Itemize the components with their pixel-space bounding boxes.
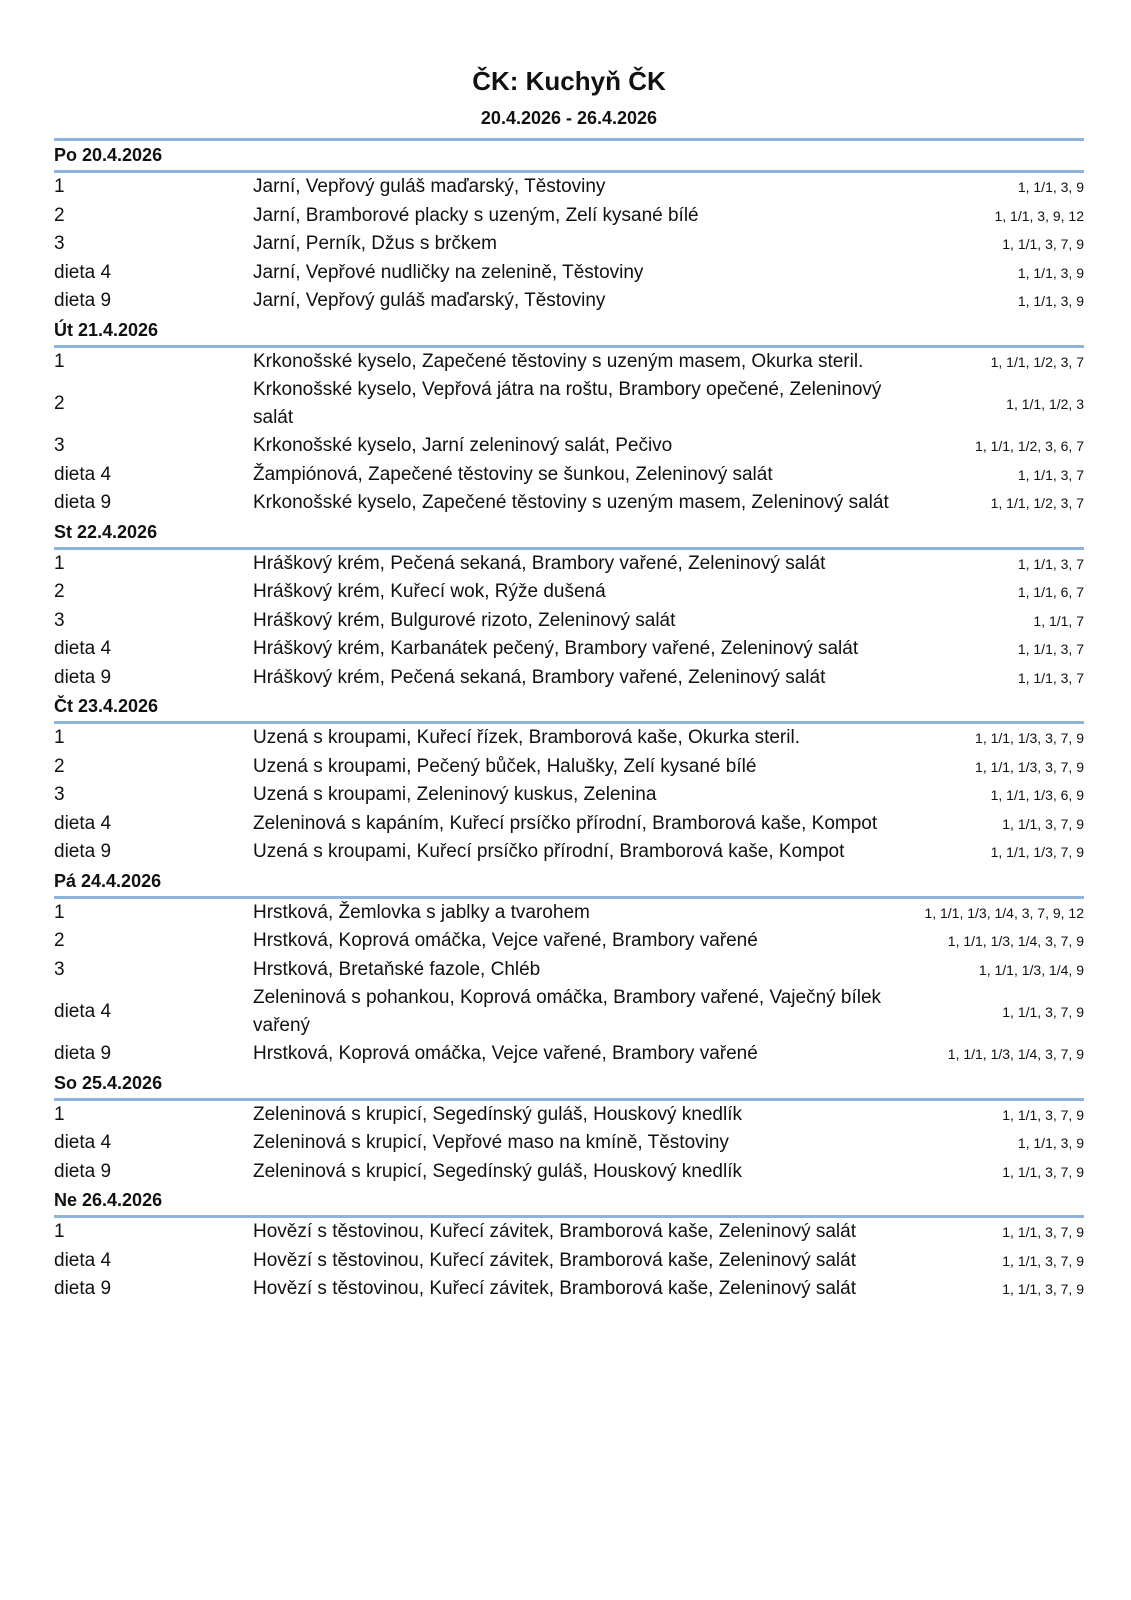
menu-number: 3 [54,609,65,631]
menu-number: dieta 4 [54,463,112,485]
meal-description: Hráškový krém, Karbanátek pečený, Brambory vařené, Zeleninový salát [253,638,859,660]
meal-description: Hrstková, Koprová omáčka, Vejce vařené, Brambory vařené [253,930,758,952]
menu-row [54,664,1084,693]
meal-description: Hrstková, Žemlovka s jablky a tvarohem [253,901,590,923]
allergen-codes: 1, 1/1, 3, 7 [1017,466,1084,483]
meal-description: Jarní, Perník, Džus s brčkem [253,233,497,255]
allergen-codes: 1, 1/1, 1/3, 3, 7, 9 [975,730,1084,747]
meal-description: Jarní, Vepřový guláš maďarský, Těstoviny [253,290,606,312]
menu-number: dieta 4 [54,638,112,660]
meal-description: Hrstková, Bretaňské fazole, Chléb [253,958,541,980]
menu-row [54,550,1084,579]
allergen-codes: 1, 1/1, 3, 9 [1017,264,1084,281]
allergen-codes: 1, 1/1, 1/3, 3, 7, 9 [975,758,1084,775]
menu-row [54,956,1084,985]
menu-number: dieta 4 [54,1249,112,1271]
day-section [54,867,1084,1069]
menu-number: dieta 9 [54,492,112,514]
menu-row [54,724,1084,753]
meal-description: Uzená s kroupami, Kuřecí řízek, Bramborová kaše, Okurka steril. [253,727,800,749]
day-section [54,1069,1084,1187]
allergen-codes: 1, 1/1, 1/3, 7, 9 [990,844,1084,861]
day-header: St 22.4.2026 [54,518,1084,550]
meal-description: Uzená s kroupami, Zeleninový kuskus, Zelenina [253,784,657,806]
menu-number: dieta 4 [54,1132,112,1154]
allergen-codes: 1, 1/1, 1/3, 1/4, 3, 7, 9, 12 [924,904,1084,921]
menu-row [54,1129,1084,1158]
menu-number: 2 [54,393,65,414]
menu-row [54,927,1084,956]
allergen-codes: 1, 1/1, 3, 7, 9 [1002,236,1084,253]
allergen-codes: 1, 1/1, 3, 7 [1017,555,1084,572]
menu-row [54,1040,1084,1069]
menu-number: 2 [54,581,65,603]
meal-description: Zeleninová s pohankou, Koprová omáčka, Brambory vařené, Vaječný bílek vařený [253,987,882,1036]
menu-row [54,348,1084,377]
allergen-codes: 1, 1/1, 1/3, 1/4, 9 [978,961,1084,978]
day-section [54,1186,1084,1304]
menu-number: 1 [54,901,65,923]
menu-document [54,0,1084,1304]
allergen-codes: 1, 1/1, 3, 7, 9 [1002,1281,1084,1298]
menu-number: 3 [54,958,65,980]
menu-number: 2 [54,755,65,777]
menu-row [54,259,1084,288]
menu-number: dieta 9 [54,841,112,863]
menu-number: dieta 9 [54,666,112,688]
allergen-codes: 1, 1/1, 1/2, 3 [1006,396,1084,412]
day-section [54,692,1084,867]
page-title: ČK: Kuchyň ČK [472,66,666,96]
meal-description: Jarní, Vepřový guláš maďarský, Těstoviny [253,176,606,198]
menu-row [54,230,1084,259]
allergen-codes: 1, 1/1, 1/2, 3, 6, 7 [975,438,1084,455]
menu-number: 1 [54,1221,65,1243]
menu-row [54,635,1084,664]
meal-description: Zeleninová s kapáním, Kuřecí prsíčko přírodní, Bramborová kaše, Kompot [253,812,878,834]
allergen-codes: 1, 1/1, 3, 9 [1017,293,1084,310]
meal-description: Hráškový krém, Pečená sekaná, Brambory vařené, Zeleninový salát [253,666,826,688]
menu-row [54,376,1084,432]
meal-description: Hovězí s těstovinou, Kuřecí závitek, Bramborová kaše, Zeleninový salát [253,1221,856,1243]
allergen-codes: 1, 1/1, 3, 7, 9 [1002,1252,1084,1269]
days-list [54,138,1084,1304]
menu-number: dieta 9 [54,1278,112,1300]
meal-description: Jarní, Bramborové placky s uzeným, Zelí kysané bílé [253,204,699,226]
menu-number: 1 [54,552,65,574]
menu-row [54,984,1084,1040]
allergen-codes: 1, 1/1, 3, 7, 9 [1002,1004,1084,1020]
meal-description: Hrstková, Koprová omáčka, Vejce vařené, Brambory vařené [253,1043,758,1065]
allergen-codes: 1, 1/1, 3, 9 [1017,1135,1084,1152]
menu-number: dieta 9 [54,1160,112,1182]
menu-row [54,838,1084,867]
meal-description: Hráškový krém, Bulgurové rizoto, Zeleninový salát [253,609,676,631]
meal-description: Zeleninová s krupicí, Segedínský guláš, Houskový knedlík [253,1160,742,1182]
menu-number: 1 [54,176,65,198]
menu-row [54,202,1084,231]
meal-description: Hráškový krém, Pečená sekaná, Brambory vařené, Zeleninový salát [253,552,826,574]
menu-row [54,578,1084,607]
meal-description: Krkonošské kyselo, Zapečené těstoviny s uzeným masem, Zeleninový salát [253,492,889,514]
day-header: So 25.4.2026 [54,1069,1084,1101]
allergen-codes: 1, 1/1, 1/3, 1/4, 3, 7, 9 [947,1046,1084,1063]
menu-row [54,607,1084,636]
allergen-codes: 1, 1/1, 1/2, 3, 7 [990,495,1084,512]
menu-number: 2 [54,930,65,952]
day-section [54,316,1084,518]
meal-description: Krkonošské kyselo, Jarní zeleninový salát, Pečivo [253,435,673,457]
menu-number: 3 [54,784,65,806]
day-header: Út 21.4.2026 [54,316,1084,348]
menu-row [54,432,1084,461]
menu-row [54,1275,1084,1304]
allergen-codes: 1, 1/1, 3, 9 [1017,179,1084,196]
menu-number: dieta 4 [54,1001,112,1022]
allergen-codes: 1, 1/1, 7 [1033,612,1084,629]
allergen-codes: 1, 1/1, 3, 7 [1017,641,1084,658]
meal-description: Zeleninová s krupicí, Vepřové maso na kmíně, Těstoviny [253,1132,729,1154]
allergen-codes: 1, 1/1, 3, 7, 9 [1002,1106,1084,1123]
day-header: Ne 26.4.2026 [54,1186,1084,1218]
menu-row [54,461,1084,490]
day-header: Pá 24.4.2026 [54,867,1084,899]
menu-number: dieta 4 [54,812,112,834]
menu-row [54,1247,1084,1276]
allergen-codes: 1, 1/1, 1/3, 1/4, 3, 7, 9 [947,933,1084,950]
day-header: Po 20.4.2026 [54,138,1084,173]
menu-row [54,1218,1084,1247]
menu-number: 3 [54,435,65,457]
menu-number: 1 [54,727,65,749]
allergen-codes: 1, 1/1, 3, 9, 12 [994,207,1084,224]
meal-description: Jarní, Vepřové nudličky na zelenině, Těstoviny [253,261,644,283]
menu-number: dieta 9 [54,1043,112,1065]
menu-row [54,781,1084,810]
allergen-codes: 1, 1/1, 3, 7, 9 [1002,815,1084,832]
menu-row [54,1158,1084,1187]
meal-description: Hovězí s těstovinou, Kuřecí závitek, Bramborová kaše, Zeleninový salát [253,1278,856,1300]
allergen-codes: 1, 1/1, 3, 7 [1017,669,1084,686]
menu-number: 1 [54,350,65,372]
meal-description: Krkonošské kyselo, Vepřová játra na roštu, Brambory opečené, Zeleninový salát [253,379,882,428]
menu-row [54,753,1084,782]
meal-description: Hráškový krém, Kuřecí wok, Rýže dušená [253,581,606,603]
meal-description: Žampiónová, Zapečené těstoviny se šunkou, Zeleninový salát [253,463,773,485]
menu-number: 2 [54,204,65,226]
allergen-codes: 1, 1/1, 3, 7, 9 [1002,1224,1084,1241]
menu-row [54,489,1084,518]
menu-row [54,899,1084,928]
menu-row [54,287,1084,316]
date-range: 20.4.2026 - 26.4.2026 [480,108,658,128]
meal-description: Zeleninová s krupicí, Segedínský guláš, Houskový knedlík [253,1103,742,1125]
menu-row [54,810,1084,839]
menu-number: 1 [54,1103,65,1125]
allergen-codes: 1, 1/1, 1/3, 6, 9 [990,787,1084,804]
meal-description: Hovězí s těstovinou, Kuřecí závitek, Bramborová kaše, Zeleninový salát [253,1249,856,1271]
allergen-codes: 1, 1/1, 1/2, 3, 7 [990,353,1084,370]
meal-description: Uzená s kroupami, Kuřecí prsíčko přírodní, Bramborová kaše, Kompot [253,841,845,863]
day-section [54,138,1084,316]
menu-row [54,173,1084,202]
menu-row [54,1101,1084,1130]
menu-number: 3 [54,233,65,255]
allergen-codes: 1, 1/1, 6, 7 [1017,584,1084,601]
meal-description: Uzená s kroupami, Pečený bůček, Halušky, Zelí kysané bílé [253,755,757,777]
meal-description: Krkonošské kyselo, Zapečené těstoviny s uzeným masem, Okurka steril. [253,350,864,372]
allergen-codes: 1, 1/1, 3, 7, 9 [1002,1163,1084,1180]
day-header: Čt 23.4.2026 [54,692,1084,724]
menu-number: dieta 9 [54,290,112,312]
menu-number: dieta 4 [54,261,112,283]
day-section [54,518,1084,693]
